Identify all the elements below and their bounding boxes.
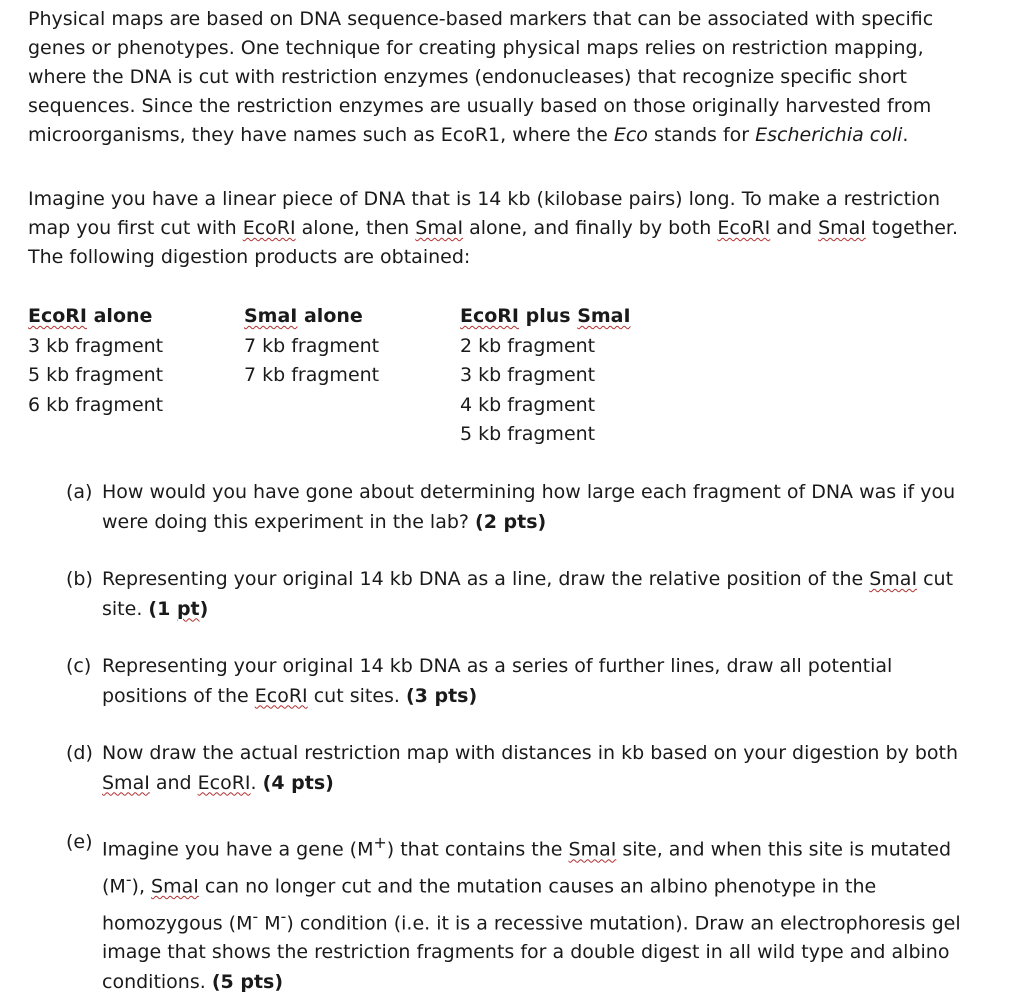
- points: (5 pts): [211, 970, 284, 993]
- enzyme-name: SmaI: [244, 305, 298, 327]
- fragment: 5 kb fragment: [460, 423, 596, 445]
- question-body: Now draw the actual restriction map with distances in kb based on your digestion by both: [102, 742, 958, 764]
- question-body: Representing your original 14 kb DNA as a line, draw the relative position of the: [102, 568, 870, 590]
- question-body: cut sites.: [307, 684, 406, 707]
- question-text: [102, 828, 966, 997]
- heading-suffix: alone: [87, 305, 153, 327]
- question-d: [66, 739, 966, 798]
- superscript: -: [125, 869, 132, 889]
- question-body: cut site.: [102, 568, 954, 620]
- enzyme-name: SmaI: [102, 771, 150, 794]
- question-body: Imagine you have a gene (M: [102, 838, 374, 861]
- fragment: 3 kb fragment: [460, 364, 596, 386]
- smai-digest-column: [244, 302, 379, 391]
- intro-text: stands for: [647, 124, 756, 146]
- superscript: -: [280, 906, 287, 926]
- question-e: [66, 828, 966, 997]
- intro-paragraph: [28, 5, 988, 150]
- question-body: site, and when this site is mutated (M: [102, 838, 952, 898]
- setup-text: Imagine you have a linear piece of DNA that is 14 kb (kilobase pairs) long. To make a restriction map you first cut with: [28, 188, 940, 239]
- question-body: .: [250, 771, 263, 794]
- fragment: 4 kb fragment: [460, 393, 596, 416]
- ecori-digest-column: [28, 302, 163, 420]
- fragment: 7 kb fragment: [244, 334, 380, 357]
- question-c: [66, 652, 966, 711]
- smai-column-heading: [244, 302, 379, 332]
- setup-text: and: [770, 217, 819, 239]
- fragment: 5 kb fragment: [28, 364, 164, 386]
- fragment: 7 kb fragment: [244, 364, 380, 386]
- points-part: (1: [148, 597, 177, 620]
- enzyme-name: EcoRI: [717, 217, 771, 239]
- enzyme-name: SmaI: [577, 305, 631, 327]
- double-digest-column-heading: [460, 302, 631, 332]
- points-part: ): [199, 597, 209, 620]
- enzyme-name: EcoRI: [460, 305, 519, 327]
- eco-italic: Eco: [613, 124, 648, 146]
- question-body: Representing your original 14 kb DNA as a series of further lines, draw all potential positions of the: [102, 655, 893, 707]
- question-text: [102, 652, 966, 711]
- fragment: 6 kb fragment: [28, 393, 164, 416]
- fragment: 3 kb fragment: [28, 334, 164, 357]
- heading-suffix: plus: [519, 305, 578, 327]
- question-letter: (e): [66, 831, 93, 853]
- intro-text: .: [902, 124, 909, 146]
- superscript: -: [252, 906, 259, 926]
- question-letter: (c): [66, 655, 92, 677]
- double-digest-column: [460, 302, 631, 450]
- enzyme-name: EcoRI: [254, 684, 308, 707]
- question-b: [66, 565, 966, 624]
- points: [148, 598, 208, 620]
- enzyme-name: SmaI: [568, 838, 617, 861]
- question-body: ),: [131, 875, 152, 898]
- question-body: ) condition (i.e. it is a recessive mutation). Draw an electrophoresis gel image that shows the restriction fragments for a double digest in all wild type and albino conditions.: [102, 911, 961, 993]
- question-body: How would you have gone about determining how large each fragment of DNA was if you were doing this experiment in the lab?: [102, 481, 956, 533]
- question-letter: (a): [66, 481, 93, 503]
- intro-text: Physical maps are based on DNA sequence-based markers that can be associated with specific genes or phenotypes. One technique for creating physical maps relies on restriction mapping, where the DNA is cut with restriction enzymes (endonucleases) that recognize specific short sequences. Since the restriction enzymes are usually based on those originally harvested from microorganisms, they have names such as EcoR1, where the: [28, 8, 934, 146]
- question-text: [102, 565, 966, 624]
- enzyme-name: EcoRI: [242, 217, 296, 239]
- superscript: +: [373, 833, 387, 852]
- setup-paragraph: [28, 185, 988, 272]
- question-body: ) that contains the: [386, 838, 569, 861]
- question-body: can no longer cut and the mutation causes an albino phenotype in the homozygous (M: [102, 875, 877, 934]
- points-part: pt: [176, 597, 200, 620]
- enzyme-name: SmaI: [415, 217, 464, 239]
- fragment: 2 kb fragment: [460, 334, 596, 357]
- question-body: and: [149, 771, 198, 794]
- question-letter: (b): [66, 568, 93, 590]
- question-text: [102, 739, 966, 798]
- question-letter: (d): [66, 742, 93, 764]
- setup-text: alone, and finally by both: [463, 217, 718, 239]
- setup-text: alone, then: [295, 217, 416, 239]
- points: (2 pts): [475, 510, 547, 533]
- enzyme-name: EcoRI: [197, 771, 251, 794]
- question-body: M: [258, 911, 281, 934]
- enzyme-name: SmaI: [818, 217, 866, 239]
- question-text: [102, 478, 966, 537]
- question-a: [66, 478, 966, 537]
- ecori-column-heading: [28, 302, 163, 332]
- enzyme-name: SmaI: [869, 568, 918, 590]
- species-italic: Escherichia coli: [755, 124, 903, 146]
- points: (4 pts): [262, 771, 334, 794]
- points: (3 pts): [405, 684, 478, 707]
- heading-suffix: alone: [297, 305, 363, 327]
- setup-text: together. The following digestion products are obtained:: [28, 217, 959, 268]
- enzyme-name: EcoRI: [28, 305, 87, 327]
- enzyme-name: SmaI: [151, 875, 199, 898]
